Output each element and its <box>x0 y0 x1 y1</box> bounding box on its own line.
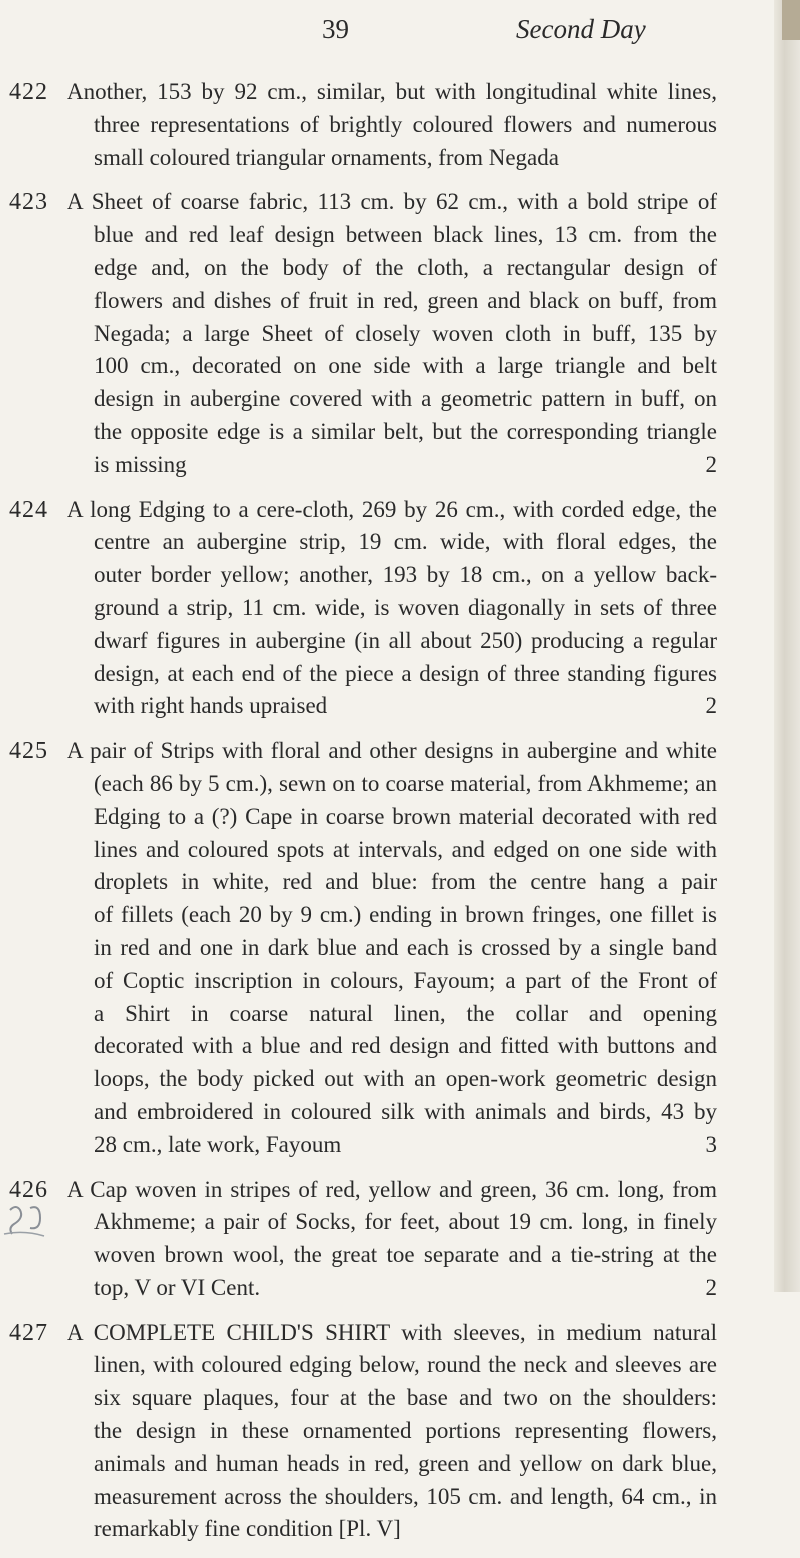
description-line: woven brown wool, the great toe separate and a tie-string at the <box>94 1242 717 1268</box>
description-line: outer border yellow; another, 193 by 18 cm., on a yellow back- <box>94 562 717 588</box>
lot-number: 423 <box>9 189 48 216</box>
description-line: of fillets (each 20 by 9 cm.) ending in brown fringes, one fillet is <box>94 902 717 928</box>
catalogue-entry <box>0 1174 800 1305</box>
catalogue-entry <box>0 735 800 1161</box>
description-text: 28 cm., late work, Fayoum <box>94 1131 342 1157</box>
lot-price: 2 <box>705 693 717 719</box>
catalogue-entry <box>0 186 800 481</box>
lot-description <box>67 76 717 174</box>
lot-number: 425 <box>9 738 48 765</box>
description-line: decorated with a blue and red design and fitted with buttons and <box>94 1033 717 1059</box>
lot-number: 427 <box>9 1319 48 1346</box>
description-line <box>94 449 717 482</box>
description-text: is missing <box>94 451 187 477</box>
description-line: A long Edging to a cere-cloth, 269 by 26 cm., with corded edge, the <box>67 496 717 522</box>
lot-description <box>67 735 717 1161</box>
description-line: blue and red leaf design between black lines, 13 cm. from the <box>94 222 717 248</box>
description-line: A Cap woven in stripes of red, yellow and green, 36 cm. long, from <box>67 1176 717 1202</box>
lot-description <box>67 1317 717 1547</box>
catalogue-entry <box>0 494 800 724</box>
description-line: Akhmeme; a pair of Socks, for feet, about 19 cm. long, in finely <box>94 1209 717 1235</box>
description-line: six square plaques, four at the base and two on the shoulders: <box>94 1385 717 1411</box>
running-head <box>0 14 800 54</box>
description-line: animals and human heads in red, green and yellow on dark blue, <box>94 1450 717 1476</box>
description-line <box>94 1272 717 1305</box>
description-line: and embroidered in coloured silk with animals and birds, 43 by <box>94 1098 717 1124</box>
lot-description <box>67 1174 717 1305</box>
description-line: A Sheet of coarse fabric, 113 cm. by 62 cm., with a bold stripe of <box>67 189 717 215</box>
section-title: Second Day <box>516 14 646 44</box>
lot-number: 424 <box>9 496 48 523</box>
description-line: flowers and dishes of fruit in red, green and black on buff, from <box>94 287 717 313</box>
description-line: remarkably fine condition [Pl. V] <box>94 1516 401 1542</box>
description-line: three representations of brightly coloured flowers and numerous <box>94 111 717 137</box>
description-line: Edging to a (?) Cape in coarse brown material decorated with red <box>94 803 717 829</box>
description-line: dwarf figures in aubergine (in all about 250) producing a regular <box>94 627 717 653</box>
lot-price: 2 <box>705 451 717 477</box>
description-line: A COMPLETE CHILD'S SHIRT with sleeves, in medium natural <box>67 1319 717 1345</box>
lot-description <box>67 494 717 724</box>
description-line: measurement across the shoulders, 105 cm. and length, 64 cm., in <box>94 1483 717 1509</box>
description-line: in red and one in dark blue and each is crossed by a single band <box>94 934 717 960</box>
description-line: 100 cm., decorated on one side with a large triangle and belt <box>94 353 717 379</box>
pencil-mark <box>2 1198 62 1248</box>
lot-price: 3 <box>705 1131 717 1157</box>
description-line: linen, with coloured edging below, round the neck and sleeves are <box>94 1352 717 1378</box>
lot-description <box>67 186 717 481</box>
description-line: a Shirt in coarse natural linen, the collar and opening <box>94 1000 717 1026</box>
page-number: 39 <box>322 14 349 44</box>
catalogue-entry <box>0 76 800 174</box>
description-line: droplets in white, red and blue: from the centre hang a pair <box>94 869 717 895</box>
description-line <box>94 690 717 723</box>
description-line: design, at each end of the piece a design of three standing figures <box>94 660 717 686</box>
description-line: small coloured triangular ornaments, from Negada <box>94 144 559 170</box>
description-line: design in aubergine covered with a geometric pattern in buff, on <box>94 386 717 412</box>
description-line: lines and coloured spots at intervals, and edged on one side with <box>94 836 717 862</box>
description-line: of Coptic inscription in colours, Fayoum; a part of the Front of <box>94 967 717 993</box>
description-line: A pair of Strips with floral and other designs in aubergine and white <box>67 738 717 764</box>
description-line: (each 86 by 5 cm.), sewn on to coarse material, from Akhmeme; an <box>94 770 717 796</box>
description-line: edge and, on the body of the cloth, a rectangular design of <box>94 254 717 280</box>
description-line <box>94 1129 717 1162</box>
lot-number: 422 <box>9 79 48 105</box>
description-line: centre an aubergine strip, 19 cm. wide, with floral edges, the <box>94 529 717 555</box>
description-line: the design in these ornamented portions representing flowers, <box>94 1418 717 1444</box>
description-line: Negada; a large Sheet of closely woven cloth in buff, 135 by <box>94 320 717 346</box>
description-line: ground a strip, 11 cm. wide, is woven diagonally in sets of three <box>94 594 717 620</box>
description-line: loops, the body picked out with an open-work geometric design <box>94 1066 717 1092</box>
lot-list <box>0 76 800 1558</box>
description-line: the opposite edge is a similar belt, but the corresponding triangle <box>94 418 717 444</box>
description-text: top, V or VI Cent. <box>94 1274 261 1300</box>
lot-price: 2 <box>705 1274 717 1300</box>
description-text: with right hands upraised <box>94 693 328 719</box>
description-line: Another, 153 by 92 cm., similar, but with longitudinal white lines, <box>67 79 717 104</box>
lot-number: 426 <box>9 1176 48 1203</box>
catalogue-entry <box>0 1317 800 1547</box>
